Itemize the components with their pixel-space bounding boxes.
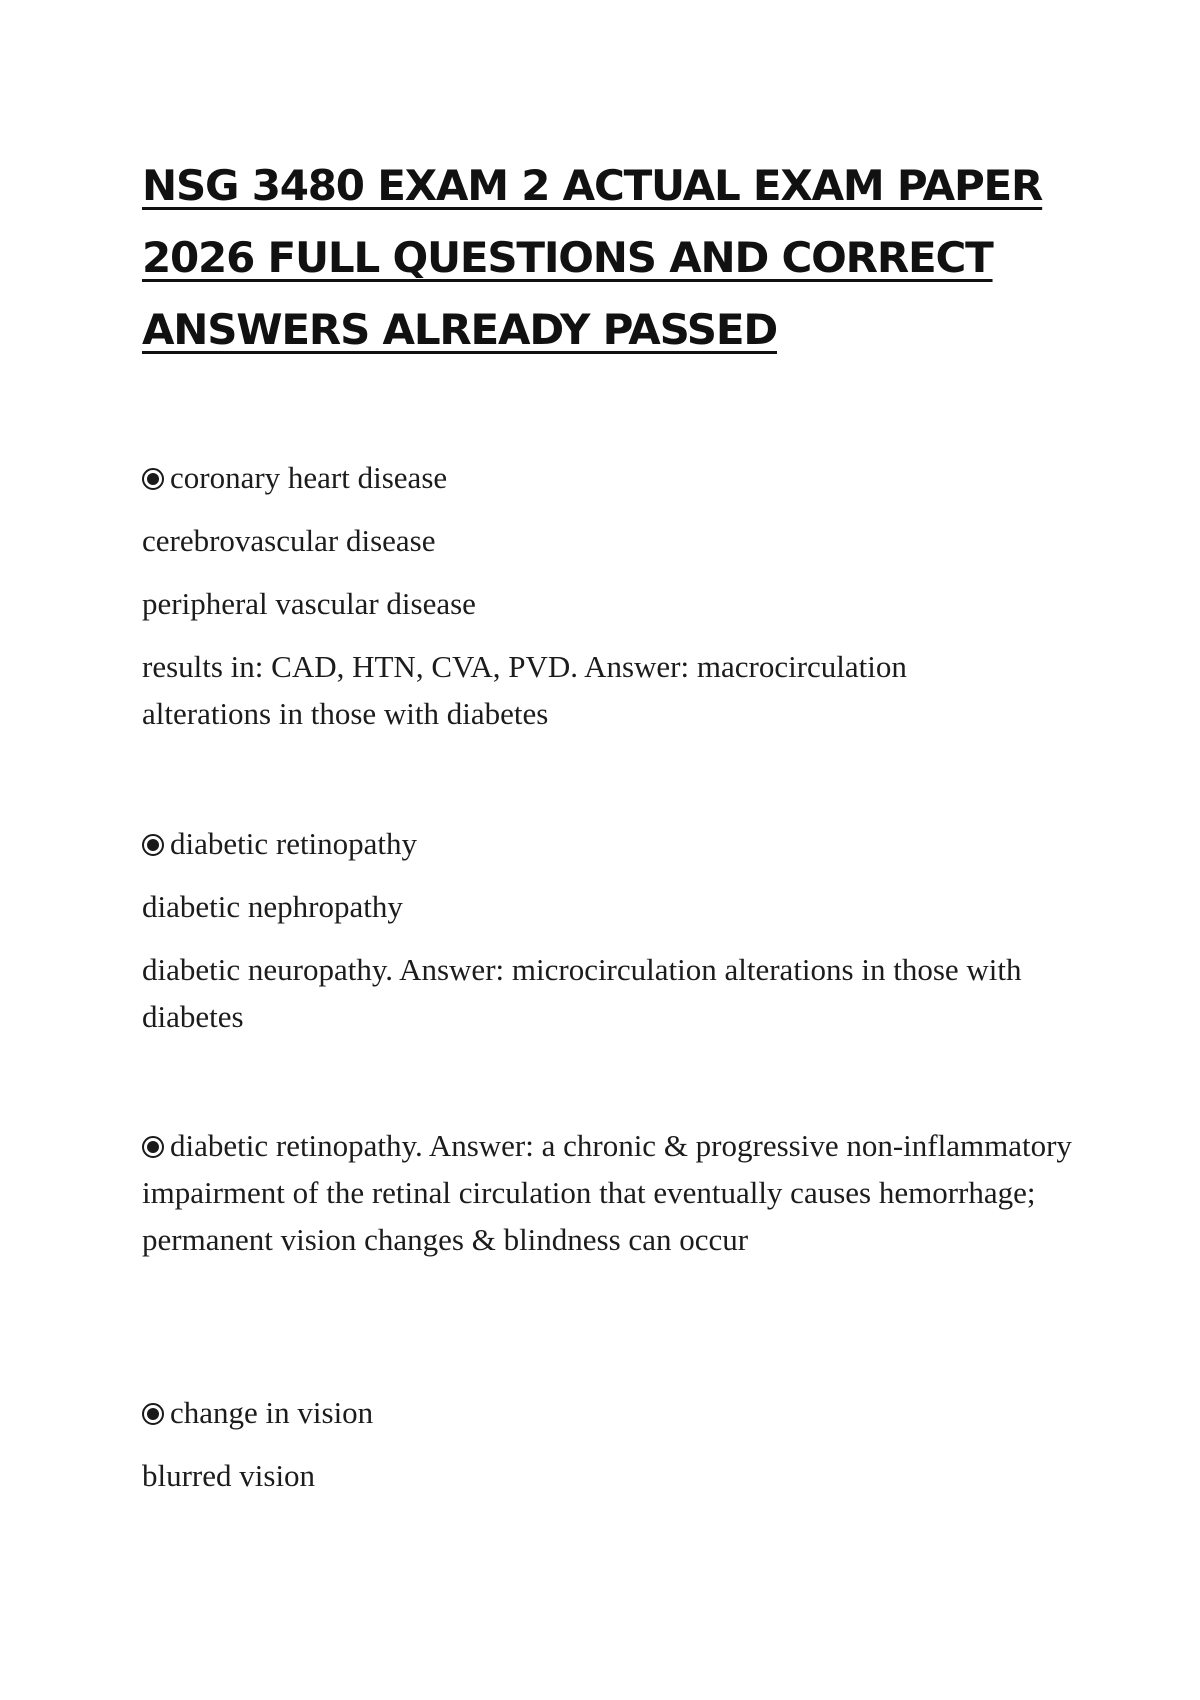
qa-entry-1 — [142, 454, 1072, 737]
radio-bullet-icon — [142, 468, 164, 490]
qa-line: change in vision — [142, 1389, 1072, 1436]
qa-line: peripheral vascular disease — [142, 586, 476, 621]
qa-entry-3 — [142, 1122, 1072, 1263]
qa-line: coronary heart disease — [142, 454, 1072, 501]
radio-bullet-icon — [142, 1403, 164, 1425]
qa-line: results in: CAD, HTN, CVA, PVD. Answer: macrocirculation alterations in those with diabetes — [142, 649, 907, 731]
qa-line: diabetic retinopathy. Answer: a chronic & progressive non-inflammatory impairment of the retinal circulation that eventually causes hemorrhage; permanent vision changes & blindness can occur — [142, 1128, 1072, 1257]
document-title: NSG 3480 EXAM 2 ACTUAL EXAM PAPER 2026 FULL QUESTIONS AND CORRECT ANSWERS ALREADY PASSED — [142, 161, 1043, 354]
radio-bullet-icon — [142, 834, 164, 856]
qa-line: blurred vision — [142, 1458, 316, 1493]
qa-line: diabetic retinopathy — [142, 820, 1072, 867]
qa-line: diabetic neuropathy. Answer: microcirculation alterations in those with diabetes — [142, 952, 1022, 1034]
qa-line: diabetic nephropathy — [142, 889, 403, 924]
qa-entry-2 — [142, 820, 1072, 1040]
qa-line: cerebrovascular disease — [142, 523, 436, 558]
qa-entry-4 — [142, 1389, 1072, 1499]
radio-bullet-icon — [142, 1136, 164, 1158]
